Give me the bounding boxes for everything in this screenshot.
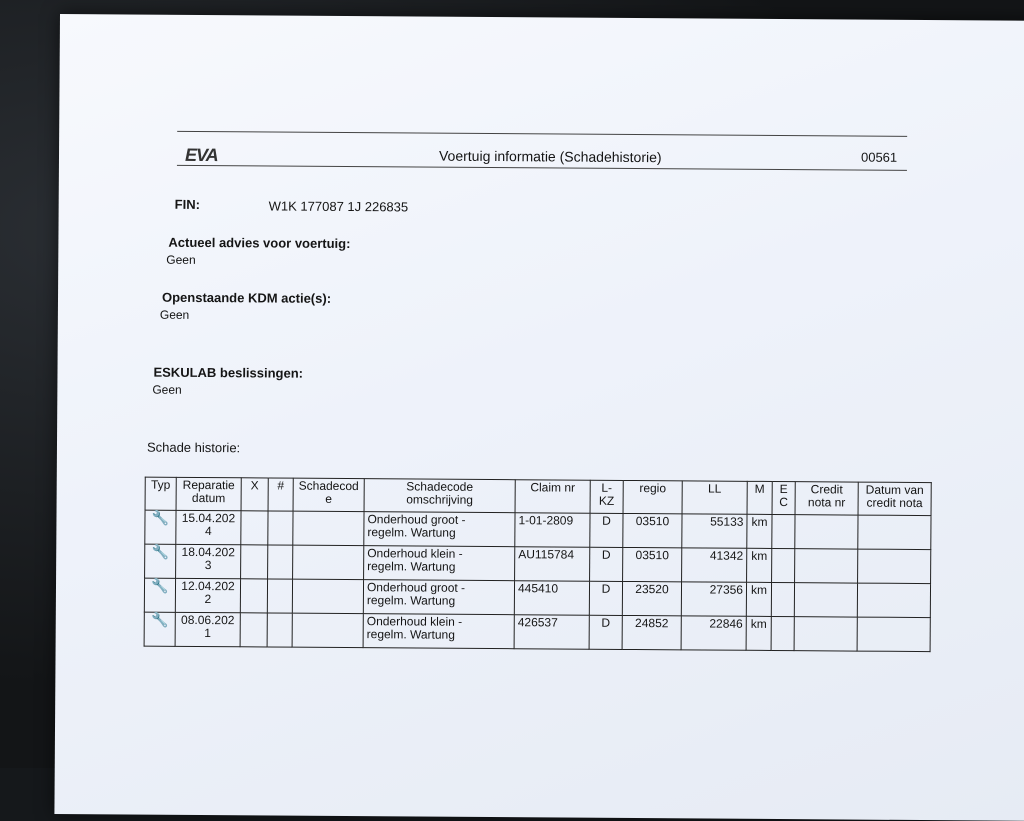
col-ll: LL	[682, 481, 747, 514]
col-schadecode: Schadecod e	[293, 478, 364, 511]
table-row: 🔧 08.06.202 1 Onderhoud klein - regelm. Wartung 426537 D 24852 22846 km	[144, 612, 930, 651]
table-row: 🔧 12.04.202 2 Onderhoud groot - regelm. Wartung 445410 D 23520 27356 km	[144, 578, 930, 617]
table-row: 🔧 18.04.202 3 Onderhoud klein - regelm. Wartung AU115784 D 03510 41342 km	[145, 544, 931, 583]
schade-historie-table	[144, 477, 932, 652]
page-title: Voertuig informatie (Schadehistorie)	[438, 147, 662, 166]
wrench-icon: 🔧	[151, 543, 170, 560]
col-x: X	[241, 478, 268, 511]
table-row: 🔧 15.04.202 4 Onderhoud groot - regelm. Wartung 1-01-2809 D 03510 55133 km	[145, 510, 931, 549]
wrench-icon: 🔧	[150, 611, 169, 628]
document-sheet	[54, 14, 1024, 821]
table-header-row	[145, 477, 931, 515]
col-reparatie-datum: Reparatie datum	[176, 477, 241, 510]
eskulab-label: ESKULAB beslissingen:	[153, 364, 304, 381]
col-datum-credit-nota: Datum van credit nota	[858, 482, 931, 516]
wrench-icon: 🔧	[151, 509, 170, 526]
header-top-rule	[177, 131, 907, 137]
kdm-value: Geen	[159, 307, 190, 322]
document-number: 00561	[860, 149, 898, 165]
col-m: M	[747, 481, 772, 514]
col-schadecode-omschrijving: Schadecode omschrijving	[364, 479, 515, 513]
advies-label: Actueel advies voor voertuig:	[168, 234, 351, 252]
eva-logo: EVA	[184, 144, 218, 166]
kdm-label: Openstaande KDM actie(s):	[161, 289, 332, 306]
col-ec: E C	[772, 481, 795, 514]
col-claim-nr: Claim nr	[515, 480, 590, 514]
col-lkz: L- KZ	[590, 480, 623, 513]
wrench-icon: 🔧	[151, 577, 169, 594]
fin-value: W1K 177087 1J 226835	[268, 198, 409, 215]
col-credit-nota-nr: Credit nota nr	[795, 482, 858, 515]
col-hash: #	[268, 478, 293, 511]
schade-historie-label: Schade historie:	[146, 439, 241, 456]
eskulab-value: Geen	[152, 382, 182, 397]
col-typ: Typ	[145, 477, 176, 510]
col-regio: regio	[623, 480, 682, 513]
advies-value: Geen	[166, 252, 196, 267]
fin-label: FIN:	[174, 196, 201, 212]
header-bottom-rule	[177, 165, 907, 171]
